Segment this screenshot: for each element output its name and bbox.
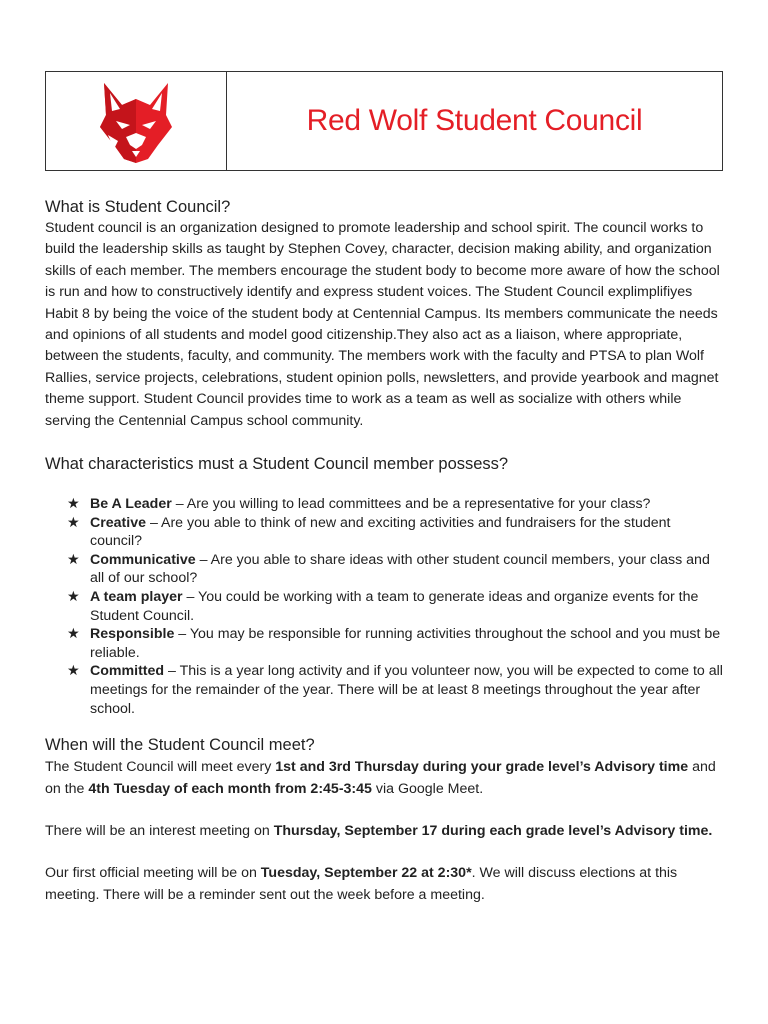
section-heading-what-is: What is Student Council?	[45, 198, 231, 216]
item-desc: – You may be responsible for running activities throughout the school and you must be reliable.	[90, 626, 721, 661]
text-run: via Google Meet.	[371, 780, 484, 797]
title-cell	[227, 72, 722, 170]
item-desc: – Are you able to think of new and exciting activities and fundraisers for the student council?	[90, 514, 671, 550]
text-run: . We will discuss elections at this meeting. There will be a reminder sent out the week before a meeting.	[45, 865, 678, 903]
text-run: and on the	[45, 759, 716, 797]
text-run: Our first official meeting will be on	[45, 865, 261, 882]
document-page	[45, 71, 724, 906]
star-bullet-icon: ★	[67, 589, 80, 606]
text-run-bold: Tuesday, September 22 at 2:30*	[260, 865, 472, 882]
star-bullet-icon: ★	[67, 663, 80, 680]
star-bullet-icon: ★	[67, 551, 80, 568]
list-item	[45, 662, 724, 718]
list-item	[45, 625, 724, 662]
header-table	[45, 71, 723, 171]
item-term: Be A Leader	[90, 496, 172, 513]
item-term: A team player	[90, 589, 183, 606]
item-term: Committed	[90, 663, 165, 680]
page-title: Red Wolf Student Council	[306, 104, 643, 137]
item-desc: – Are you able to share ideas with other student council members, your class and all of our school?	[90, 551, 710, 587]
list-item	[45, 588, 724, 625]
item-desc: – This is a year long activity and if you volunteer now, you will be expected to come to all meetings for the remainder of the year. There will be at least 8 meetings throughout the year after school.	[90, 663, 723, 717]
text-run-bold: 1st and 3rd Thursday during your grade level’s Advisory time	[275, 759, 689, 776]
star-bullet-icon: ★	[67, 496, 80, 513]
section-body-what-is: Student council is an organization designed to promote leadership and school spirit. The council works to build the leadership skills as taught by Stephen Covey, character, decision making ability, and organization skills of each member. The members encourage the student body to become more aware of how the school is run and how to constructively identify and express student voices. The Student Council explimplifiyes Habit 8 by being the voice of the student body at Centennial Campus. Its members communicate the needs and opinions of all students and model good citizenship.They also act as a liaison, where appropriate, between the students, faculty, and community. The members work with the faculty and PTSA to plan Wolf Rallies, service projects, celebrations, student opinion polls, newsletters, and provide yearbook and magnet theme support. Student Council provides time to work as a team as well as socialize with others while serving the Centennial Campus school community.	[45, 220, 720, 429]
meeting-schedule-paragraph	[45, 757, 724, 800]
star-bullet-icon: ★	[67, 514, 80, 531]
item-term: Creative	[90, 514, 146, 531]
interest-meeting-paragraph	[45, 821, 724, 842]
list-item	[45, 551, 724, 588]
text-run-bold: 4th Tuesday of each month from 2:45-3:45	[88, 780, 372, 797]
section-heading-when-meet: When will the Student Council meet?	[45, 736, 315, 755]
first-meeting-paragraph	[45, 863, 724, 906]
item-desc: – Are you willing to lead committees and be a representative for your class?	[171, 496, 651, 513]
item-term: Responsible	[90, 626, 175, 643]
item-term: Communicative	[90, 551, 196, 568]
section-heading-characteristics: What characteristics must a Student Council member possess?	[45, 455, 509, 474]
characteristics-list	[45, 495, 724, 718]
list-item	[45, 495, 724, 514]
text-run: The Student Council will meet every	[45, 759, 276, 776]
star-bullet-icon: ★	[67, 626, 80, 643]
list-item	[45, 514, 724, 551]
text-run-bold: Thursday, September 17 during each grade level’s Advisory time.	[273, 823, 713, 839]
item-desc: – You could be working with a team to generate ideas and organize events for the Student Council.	[90, 589, 699, 624]
logo-cell	[46, 72, 227, 170]
wolf-head-icon	[96, 79, 176, 163]
text-run: There will be an interest meeting on	[45, 823, 274, 839]
